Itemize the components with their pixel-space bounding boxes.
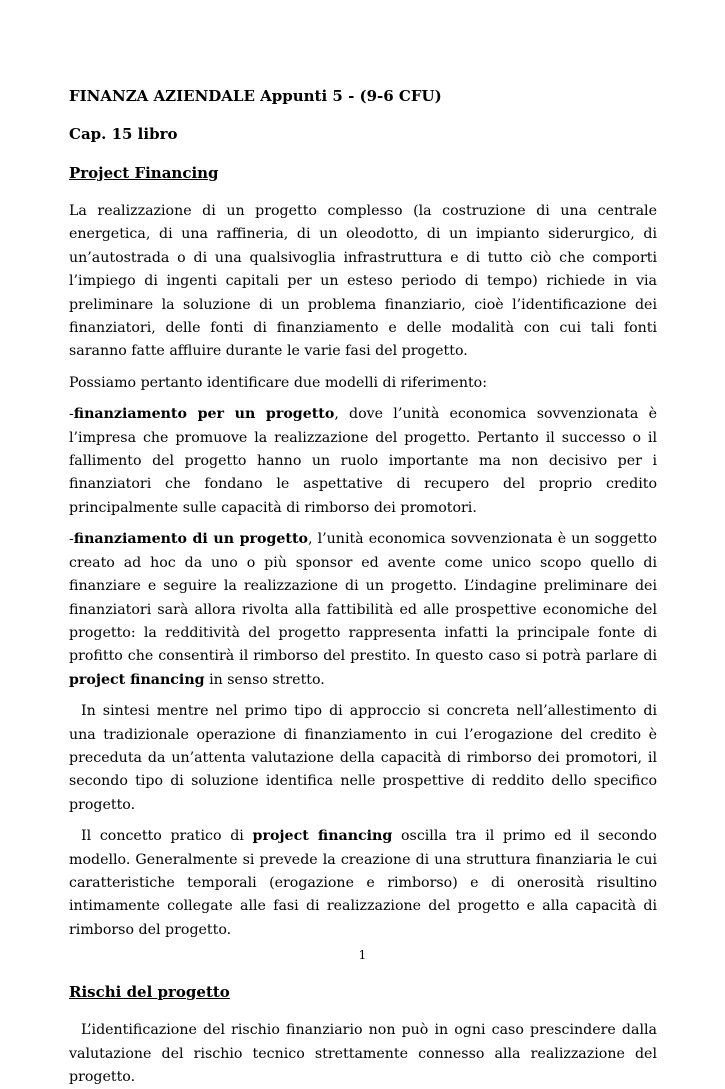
- paragraph-models-intro: Possiamo pertanto identificare due modelli di riferimento:: [69, 374, 487, 391]
- paragraph-risk: L’identificazione del rischio finanziario non può in ogni caso prescindere dalla valutazione del rischio tecnico strettamente connesso alla realizzazione del progetto.: [69, 1022, 657, 1085]
- document-page: [69, 84, 657, 1089]
- paragraph-model-two: [69, 528, 657, 692]
- chapter-reference: Cap. 15 libro: [69, 125, 178, 143]
- paragraph-model-one: [69, 403, 657, 520]
- section-heading-rischi: Rischi del progetto: [69, 983, 230, 1002]
- page-number: 1: [358, 948, 367, 962]
- paragraph-summary: In sintesi mentre nel primo tipo di approccio si concreta nell’allestimento di una tradizionale operazione di finanziamento in cui l’erogazione del credito è preceduta da un’attenta valutazione della capacità di rimborso dei promotori, il secondo tipo di soluzione identifica nelle prospettive di reddito dello specifico progetto.: [69, 703, 657, 813]
- bullet-dash: -: [69, 406, 74, 423]
- paragraph-practical-concept: [69, 825, 657, 942]
- model-two-text: , l’unità economica sovvenzionata è un soggetto creato ad hoc da uno o più sponsor ed avente come unico scopo quello di finanziare e seguire la realizzazione di un progetto. L’indagine preliminare dei finanziatori sarà allora rivolta alla fattibilità ed alle prospettive economiche del progetto: la redditività del progetto rappresenta infatti la principale fonte di profitto che consentirà il rimborso del prestito. In questo caso si potrà parlare di: [69, 531, 657, 665]
- practical-concept-start: Il concetto pratico di: [81, 828, 253, 845]
- term-project-financing: project financing: [69, 671, 205, 688]
- term-finanziamento-di: finanziamento di un progetto: [73, 531, 308, 548]
- model-one-text: , dove l’unità economica sovvenzionata è l’impresa che promuove la realizzazione del progetto. Pertanto il successo o il fallimento del progetto hanno un ruolo importante ma non decisivo per i finanziatori che fondano le aspettative di recupero del proprio credito principalmente sulle capacità di rimborso dei promotori.: [69, 406, 657, 516]
- paragraph-intro: La realizzazione di un progetto complesso (la costruzione di una centrale energetica, di una raffineria, di un oleodotto, di un impianto siderurgico, di un’autostrada o di una qualsivoglia infrastruttura e di tutto ciò che comporti l’impiego di ingenti capitali per un esteso periodo di tempo) richiede in via preliminare la soluzione di un problema finanziario, cioè l’identificazione dei finanziatori, delle fonti di finanziamento e delle modalità con cui tali fonti saranno fatte affluire durante le varie fasi del progetto.: [69, 203, 657, 360]
- term-project-financing-2: project financing: [252, 828, 393, 845]
- bullet-dash: -: [69, 531, 74, 548]
- section-heading-project-financing: Project Financing: [69, 164, 219, 182]
- model-two-end: in senso stretto.: [204, 671, 325, 688]
- term-finanziamento-per: finanziamento per un progetto: [73, 406, 335, 423]
- practical-concept-text: oscilla tra il primo ed il secondo modello. Generalmente si prevede la creazione di una struttura finanziaria le cui caratteristiche temporali (erogazione e rimborso) e di onerosità risultino intimamente collegate alle fasi di realizzazione del progetto e alla capacità di rimborso del progetto.: [69, 828, 657, 938]
- document-title: FINANZA AZIENDALE Appunti 5 - (9-6 CFU): [69, 87, 442, 105]
